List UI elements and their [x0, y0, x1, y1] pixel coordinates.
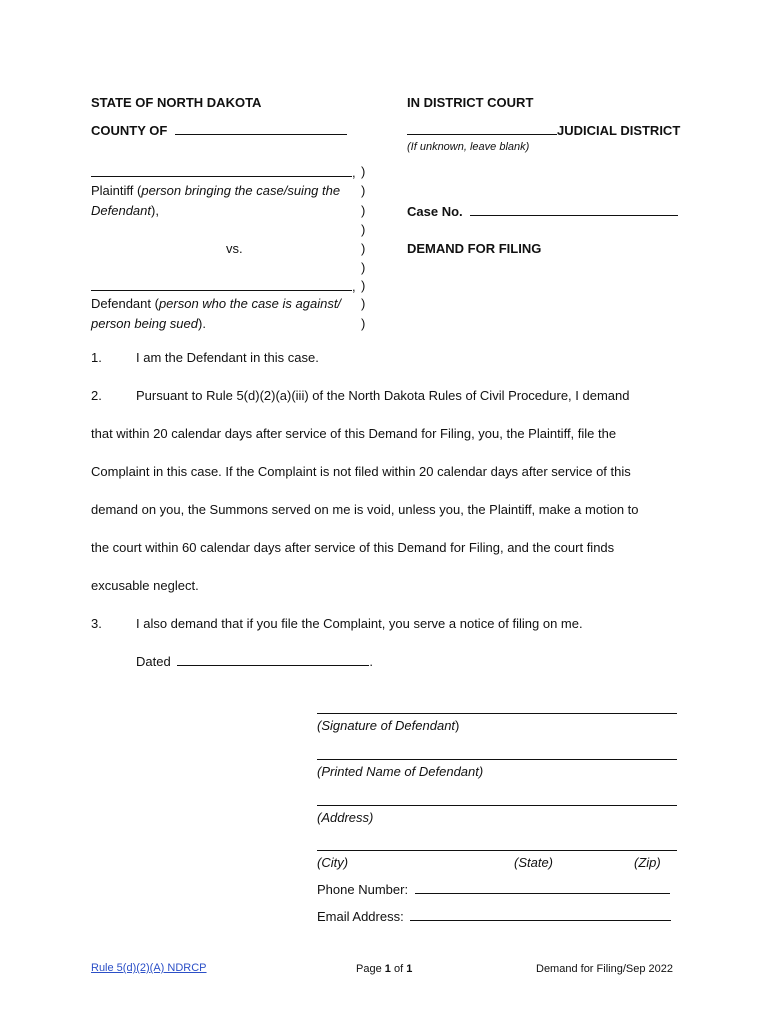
- paragraph-2-line: Complaint in this case. If the Complaint is not filed within 20 calendar days after service of this: [91, 464, 631, 479]
- document-title: DEMAND FOR FILING: [407, 241, 542, 256]
- rule-link[interactable]: Rule 5(d)(2)(A) NDRCP: [91, 962, 207, 974]
- dated-line: [136, 653, 373, 670]
- signature-close: ): [455, 718, 460, 733]
- court-heading: IN DISTRICT COURT: [407, 95, 534, 110]
- judicial-district-blank[interactable]: [407, 122, 557, 135]
- county-blank[interactable]: [175, 122, 347, 135]
- city-state-zip-line[interactable]: [317, 850, 677, 851]
- zip-label: (Zip): [634, 855, 661, 870]
- caption-paren: ): [361, 296, 366, 311]
- dated-period: .: [369, 654, 373, 669]
- defendant-name-line: [91, 278, 356, 295]
- defendant-prefix: Defendant (: [91, 296, 159, 311]
- county-line: [91, 122, 347, 139]
- plaintiff-desc: person bringing the case/suing the: [141, 183, 341, 198]
- city-label: (City): [317, 855, 349, 870]
- comma: ,: [352, 279, 356, 294]
- phone-label: Phone Number:: [317, 882, 409, 897]
- signature-line[interactable]: [317, 713, 677, 714]
- page-of: of: [393, 963, 404, 975]
- caption-paren: ): [361, 183, 366, 198]
- plaintiff-suffix: ),: [151, 203, 159, 218]
- caption-paren: ): [361, 278, 366, 293]
- plaintiff-name-line: [91, 164, 356, 181]
- page-prefix: Page: [356, 963, 382, 975]
- state-heading: STATE OF NORTH DAKOTA: [91, 95, 262, 110]
- plaintiff-name-blank[interactable]: [91, 164, 352, 177]
- page-total: 1: [406, 963, 413, 975]
- dated-label: Dated: [136, 654, 171, 669]
- paragraph-2-line: demand on you, the Summons served on me is void, unless you, the Plaintiff, make a motion to: [91, 502, 639, 517]
- defendant-desc-2: person being sued: [91, 316, 198, 331]
- plaintiff-desc-2: Defendant: [91, 203, 151, 218]
- dated-blank[interactable]: [177, 653, 369, 666]
- judicial-district-note: (If unknown, leave blank): [407, 141, 530, 153]
- judicial-district-label: JUDICIAL DISTRICT: [557, 123, 681, 138]
- defendant-suffix: ).: [197, 316, 206, 331]
- signature-caption: [317, 718, 459, 734]
- printed-name-label: (Printed Name of Defendant): [317, 764, 484, 779]
- email-label: Email Address:: [317, 909, 404, 924]
- caption-paren: ): [361, 260, 366, 275]
- caption-paren: ): [361, 241, 366, 256]
- case-number-line: [407, 203, 678, 220]
- county-label: COUNTY OF: [91, 123, 168, 138]
- address-label: (Address): [317, 810, 374, 825]
- paragraph-1-text: I am the Defendant in this case.: [136, 350, 319, 365]
- plaintiff-prefix: Plaintiff (: [91, 183, 142, 198]
- paragraph-2-line: the court within 60 calendar days after service of this Demand for Filing, and the court finds: [91, 540, 615, 555]
- signature-label: (Signature of Defendant: [317, 718, 456, 733]
- paragraph-2-line: that within 20 calendar days after service of this Demand for Filing, you, the Plaintiff, file the: [91, 426, 617, 441]
- email-line: [317, 908, 671, 925]
- comma: ,: [352, 165, 356, 180]
- address-line[interactable]: [317, 805, 677, 806]
- case-number-blank[interactable]: [470, 203, 678, 216]
- judicial-district-line: [407, 122, 680, 139]
- state-label: (State): [514, 855, 554, 870]
- paragraph-number: 2.: [91, 388, 102, 403]
- defendant-description: [91, 296, 341, 312]
- caption-paren: ): [361, 222, 366, 237]
- form-title-footer: Demand for Filing/Sep 2022: [536, 963, 673, 975]
- case-number-label: Case No.: [407, 204, 463, 219]
- paragraph-2-line: Pursuant to Rule 5(d)(2)(a)(iii) of the North Dakota Rules of Civil Procedure, I demand: [136, 388, 630, 403]
- paragraph-number: 3.: [91, 616, 102, 631]
- phone-line: [317, 881, 670, 898]
- paragraph-2-line: excusable neglect.: [91, 578, 199, 593]
- caption-paren: ): [361, 164, 366, 179]
- versus-label: vs.: [226, 241, 243, 256]
- page-number: [356, 962, 412, 976]
- caption-paren: ): [361, 203, 366, 218]
- phone-field[interactable]: [415, 881, 670, 894]
- defendant-desc: person who the case is against/: [158, 296, 342, 311]
- caption-paren: ): [361, 316, 366, 331]
- paragraph-number: 1.: [91, 350, 102, 365]
- email-field[interactable]: [410, 908, 671, 921]
- defendant-description-2: [91, 316, 206, 332]
- printed-name-line[interactable]: [317, 759, 677, 760]
- plaintiff-description-2: [91, 203, 159, 219]
- defendant-name-blank[interactable]: [91, 278, 352, 291]
- paragraph-3-text: I also demand that if you file the Complaint, you serve a notice of filing on me.: [136, 616, 583, 631]
- page-current: 1: [384, 963, 391, 975]
- plaintiff-description: [91, 183, 340, 199]
